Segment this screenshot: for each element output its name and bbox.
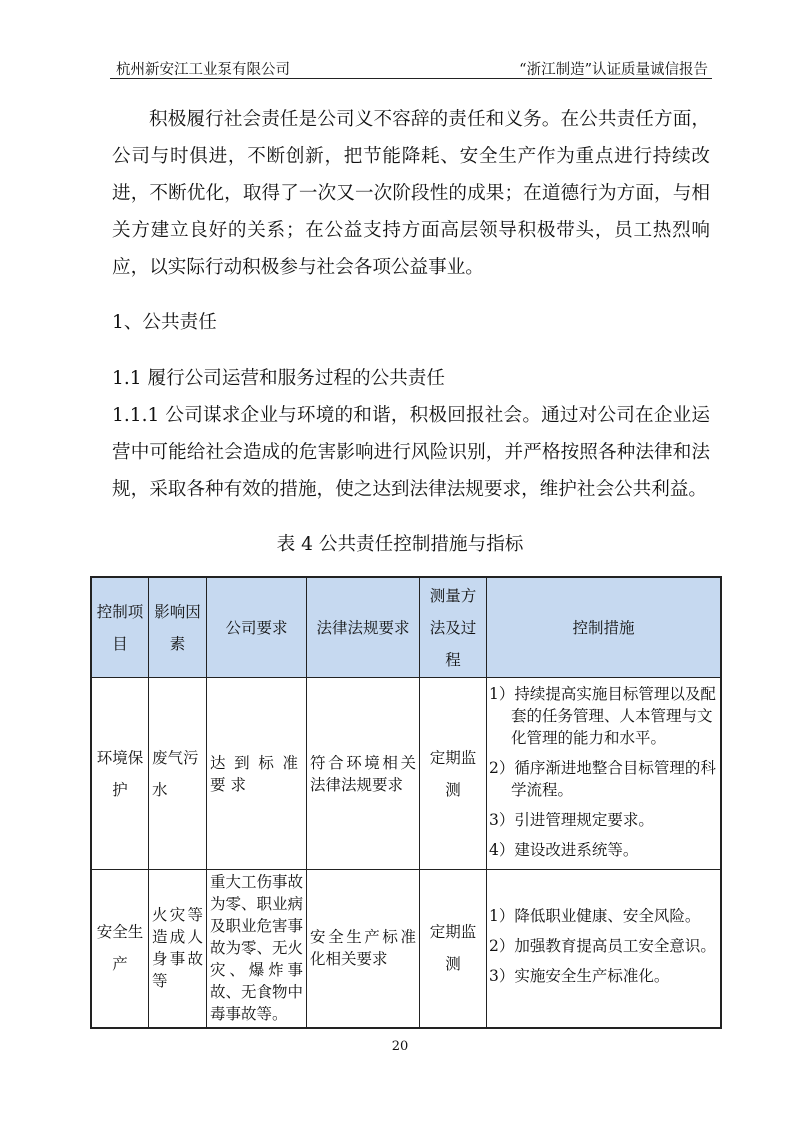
cell-measures <box>487 678 722 870</box>
cell-factor: 废气污水 <box>149 678 207 870</box>
subsection-heading: 1.1 履行公司运营和服务过程的公共责任 <box>112 368 445 389</box>
header-company: 杭州新安江工业泵有限公司 <box>116 62 290 78</box>
col-header: 测量方法及过程 <box>420 577 487 678</box>
measure-item: 3）实施安全生产标准化。 <box>489 967 670 986</box>
cell-method: 定期监测 <box>420 678 487 870</box>
col-header: 公司要求 <box>207 577 307 678</box>
measure-item: 1）持续提高实施目标管理以及配套的任务管理、人本管理与文化管理的能力和水平。 <box>489 684 716 747</box>
measure-item: 1）降低职业健康、安全风险。 <box>489 907 701 926</box>
header-report-title: “浙江制造”认证质量诚信报告 <box>519 62 708 78</box>
col-header: 影响因素 <box>149 577 207 678</box>
measure-item: 4）建设改进系统等。 <box>489 840 639 859</box>
cell-method: 定期监测 <box>420 870 487 1028</box>
cell-legal-req: 安全生产标准化相关要求 <box>307 870 420 1028</box>
page-number: 20 <box>391 1039 409 1054</box>
cell-company-req: 达到标准要求 <box>207 678 307 870</box>
table-header-row <box>91 577 721 678</box>
cell-factor: 火灾等造成人身事故等 <box>149 870 207 1028</box>
cell-measures <box>487 870 722 1028</box>
measure-item: 3）引进管理规定要求。 <box>489 810 654 829</box>
cell-legal-req: 符合环境相关法律法规要求 <box>307 678 420 870</box>
cell-item: 环境保护 <box>91 678 149 870</box>
col-header: 控制项目 <box>91 577 149 678</box>
table-row <box>91 678 721 870</box>
measure-item: 2）加强教育提高员工安全意识。 <box>489 937 716 956</box>
table-caption: 表 4 公共责任控制措施与指标 <box>276 534 524 555</box>
public-responsibility-table <box>90 576 722 1029</box>
table-row <box>91 870 721 1028</box>
col-header: 法律法规要求 <box>307 577 420 678</box>
cell-item: 安全生产 <box>91 870 149 1028</box>
intro-paragraph: 积极履行社会责任是公司义不容辞的责任和义务。在公共责任方面，公司与时俱进，不断创新，把节能降耗、安全生产作为重点进行持续改进，不断优化，取得了一次又一次阶段性的成果；在道德行为方面，与相关方建立良好的关系；在公益支持方面高层领导积极带头，员工热烈响应，以实际行动积极参与社会各项公益事业。 <box>112 109 710 278</box>
section-heading: 1、公共责任 <box>112 312 217 333</box>
page-header <box>110 56 712 79</box>
measure-item: 2）循序渐进地整合目标管理的科学流程。 <box>489 758 716 799</box>
col-header: 控制措施 <box>487 577 722 678</box>
cell-company-req: 重大工伤事故为零、职业病及职业危害事故为零、无火灾、爆炸事故、无食物中毒事故等。 <box>207 870 307 1028</box>
body-paragraph: 1.1.1 公司谋求企业与环境的和谐，积极回报社会。通过对公司在企业运营中可能给社会造成的危害影响进行风险识别，并严格按照各种法律和法规，采取各种有效的措施，使之达到法律法规要求，维护社会公共利益。 <box>112 405 710 500</box>
